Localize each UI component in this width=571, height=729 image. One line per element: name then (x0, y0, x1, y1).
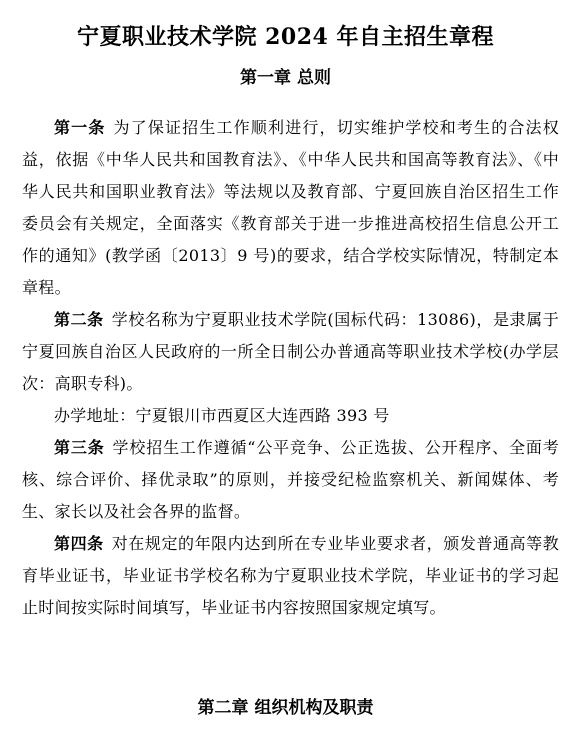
address-text: 办学地址：宁夏银川市西夏区大连西路 393 号 (54, 406, 390, 425)
chapter-heading-2: 第二章 组织机构及职责 (197, 698, 374, 718)
chapter-heading-1: 第一章 总则 (240, 68, 331, 88)
article-2-text: 学校名称为宁夏职业技术学院(国标代码：13086)，是隶属于宁夏回族自治区人民政府的一所全日制公办普通高等职业技术学校(办学层次：高职专科)。 (22, 310, 559, 393)
address-line (22, 400, 559, 432)
article-4-text: 对在规定的年限内达到所在专业毕业要求者，颁发普通高等教育毕业证书，毕业证书学校名称为宁夏职业技术学院，毕业证书的学习起止时间按实际时间填写，毕业证书内容按照国家规定填写。 (22, 534, 559, 617)
document-body (22, 112, 559, 624)
article-4-label: 第四条 (54, 534, 104, 553)
article-2-label: 第二条 (54, 310, 104, 329)
article-1-label: 第一条 (54, 118, 106, 137)
article-2 (22, 304, 559, 400)
article-4 (22, 528, 559, 624)
document-title: 宁夏职业技术学院 2024 年自主招生章程 (76, 24, 495, 50)
article-1-text: 为了保证招生工作顺利进行，切实维护学校和考生的合法权益，依据《中华人民共和国教育法》、《中华人民共和国高等教育法》、《中华人民共和国职业教育法》等法规以及教育部、宁夏回族自治区招生工作委员会有关规定，全面落实《教育部关于进一步推进高校招生信息公开工作的通知》(教学函〔2013〕9 号)的要求，结合学校实际情况，特制定本章程。 (22, 118, 559, 297)
article-3-text: 学校招生工作遵循“公平竞争、公正选拔、公开程序、全面考核、综合评价、择优录取”的原则，并接受纪检监察机关、新闻媒体、考生、家长以及社会各界的监督。 (22, 438, 560, 521)
article-3-label: 第三条 (54, 438, 105, 457)
article-1 (22, 112, 559, 304)
article-3 (22, 432, 559, 528)
